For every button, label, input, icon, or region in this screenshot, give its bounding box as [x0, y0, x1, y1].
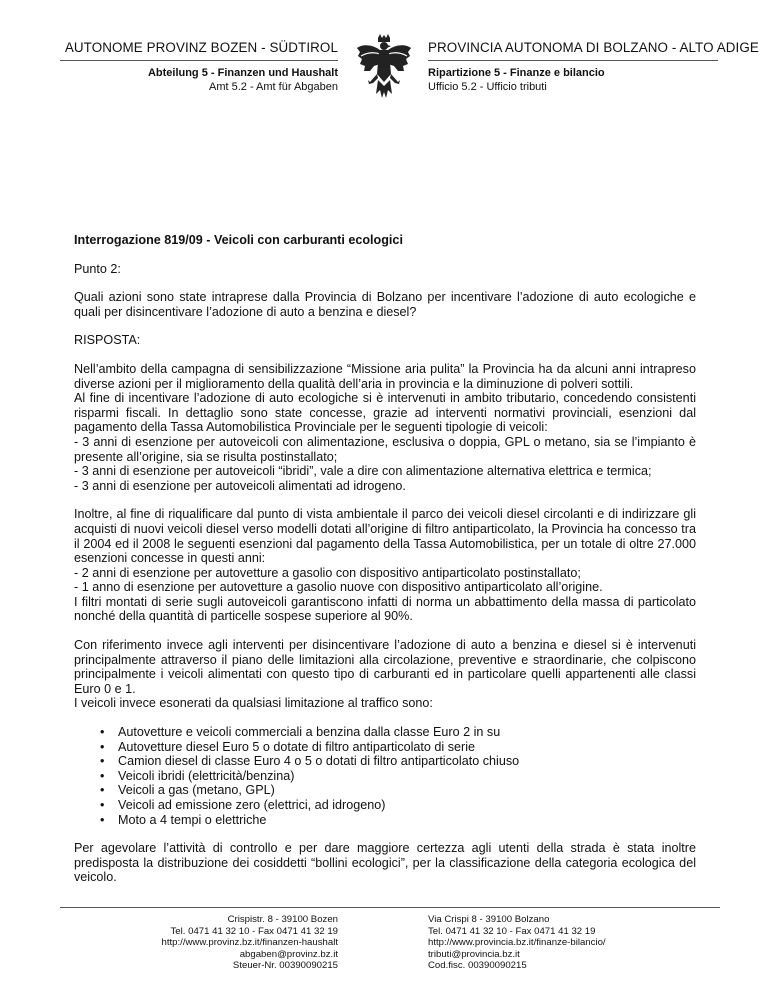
header-right-divider [428, 60, 718, 61]
paragraph-lead: Al fine di incentivare l’adozione di auto ecologiche si è intervenuti in ambito tributario, concedendo consistenti risparmi fiscali. In dettaglio sono state concesse, grazie ad interventi normativi provinciali, esenzioni dal pagamento della Tassa Automobilistica Provinciale per le seguenti tipologie di veicoli: [74, 391, 696, 435]
footer-phone: Tel. 0471 41 32 10 - Fax 0471 41 32 19 [428, 925, 596, 937]
header-left-department: Abteilung 5 - Finanzen und Haushalt [147, 67, 338, 79]
paragraph-intro: Nell’ambito della campagna di sensibilizzazione “Missione aria pulita” la Provincia ha da alcuni anni intrapreso diverse azioni per il miglioramento della qualità dell’aria in provincia e la diminuzione di polveri sottili. [74, 361, 696, 391]
list-item: • Autovetture diesel Euro 5 o dotate di filtro antiparticolato di serie [74, 740, 696, 755]
exempt-intro: I veicoli invece esonerati da qualsiasi limitazione al traffico sono: [74, 696, 433, 711]
list-item: - 3 anni di esenzione per autoveicoli “ibridi”, vale a dire con alimentazione alternativa elettrica e termica; [74, 464, 652, 479]
document-body [74, 233, 696, 899]
header-left-office: Amt 5.2 - Amt für Abgaben [208, 81, 338, 93]
paragraph-lead: Con riferimento invece agli interventi per disincentivare l’adozione di auto a benzina e diesel si è intervenuti principalmente attraverso il piano delle limitazioni alla circolazione, preventive e straordinarie, che colpiscono principalmente i veicoli alimentati con questo tipo di carburanti ed in particolare quelli appartenenti alle classi Euro 0 e 1. [74, 638, 696, 696]
question-text: Quali azioni sono state intraprese dalla Provincia di Bolzano per incentivare l’adozione di auto ecologiche e quali per disincentivare l’adozione di auto a benzina e diesel? [74, 290, 696, 319]
footer-email: abgaben@provinz.bz.it [239, 948, 338, 960]
footer-website: http://www.provinz.bz.it/finanzen-haushalt [161, 937, 338, 948]
footer-website: http://www.provincia.bz.it/finanze-bilancio/ [428, 937, 606, 948]
list-item: - 3 anni di esenzione per autoveicoli con alimentazione, esclusiva o doppia, GPL o metano, sia se l’impianto è presente all’origine, sia se risulta postinstallato; [74, 434, 696, 464]
paragraph-restrictions [74, 638, 696, 711]
list-item: • Moto a 4 tempi o elettriche [74, 813, 696, 828]
paragraph-diesel [74, 507, 696, 624]
footer-tax-number: Steuer-Nr. 00390090215 [232, 960, 338, 971]
header-right-office: Ufficio 5.2 - Ufficio tributi [428, 81, 547, 93]
footer-phone: Tel. 0471 41 32 10 - Fax 0471 41 32 19 [170, 925, 338, 937]
footer-tax-number: Cod.fisc. 00390090215 [428, 960, 527, 971]
list-item: - 2 anni di esenzione per autovetture a gasolio con dispositivo antiparticolato postinstallato; [74, 565, 581, 580]
header-left-divider [60, 60, 338, 61]
footer-divider [60, 907, 720, 908]
footer-email: tributi@provincia.bz.it [428, 948, 520, 960]
list-item: - 3 anni di esenzione per autoveicoli alimentati ad idrogeno. [74, 478, 406, 493]
list-item: • Veicoli ibridi (elettricità/benzina) [74, 769, 696, 784]
point-label: Punto 2: [74, 261, 121, 276]
header-right-department: Ripartizione 5 - Finanze e bilancio [428, 67, 605, 79]
footer-right-address [428, 914, 688, 972]
exempt-vehicles-list [74, 725, 696, 827]
header-left [60, 40, 338, 94]
list-item: • Camion diesel di classe Euro 4 o 5 o dotati di filtro antiparticolato chiuso [74, 754, 696, 769]
document-title: Interrogazione 819/09 - Veicoli con carburanti ecologici [74, 233, 403, 247]
list-item: • Veicoli a gas (metano, GPL) [74, 783, 696, 798]
footer-street: Via Crispi 8 - 39100 Bolzano [428, 914, 550, 925]
list-item: • Veicoli ad emissione zero (elettrici, ad idrogeno) [74, 798, 696, 813]
header-right [428, 40, 759, 94]
tyrolean-eagle-icon [356, 34, 412, 102]
list-item: - 1 anno di esenzione per autovetture a gasolio nuove con dispositivo antiparticolato all’origine. [74, 580, 603, 595]
footer-street: Crispistr. 8 - 39100 Bozen [227, 914, 338, 925]
paragraph-stickers: Per agevolare l’attività di controllo e per dare maggiore certezza agli utenti della strada è stata inoltre predisposta la distribuzione dei cosiddetti “bollini ecologici”, per la classificazione della categoria ecologica del veicolo. [74, 841, 696, 885]
answer-label: RISPOSTA: [74, 333, 141, 348]
header-left-title: AUTONOME PROVINZ BOZEN - SÜDTIROL [64, 40, 338, 55]
paragraph-closing: I filtri montati di serie sugli autoveicoli garantiscono infatti di norma un abbattimento della massa di particolato nonché della quantità di particelle sospese superiore al 90%. [74, 594, 696, 624]
paragraph-incentives [74, 362, 696, 493]
header-right-title: PROVINCIA AUTONOMA DI BOLZANO - ALTO ADIGE [428, 40, 759, 55]
paragraph-lead: Inoltre, al fine di riqualificare dal punto di vista ambientale il parco dei veicoli diesel circolanti e di indirizzare gli acquisti di nuovi veicoli diesel verso modelli dotati all’origine di filtro antiparticolato, la Provincia ha concesso tra il 2004 ed il 2008 le seguenti esenzioni dal pagamento della Tassa Automobilistica, per un totale di oltre 27.000 esenzioni concesse in questi anni: [74, 507, 696, 566]
list-item: • Autovetture e veicoli commerciali a benzina dalla classe Euro 2 in su [74, 725, 696, 740]
footer-left-address [100, 914, 338, 972]
